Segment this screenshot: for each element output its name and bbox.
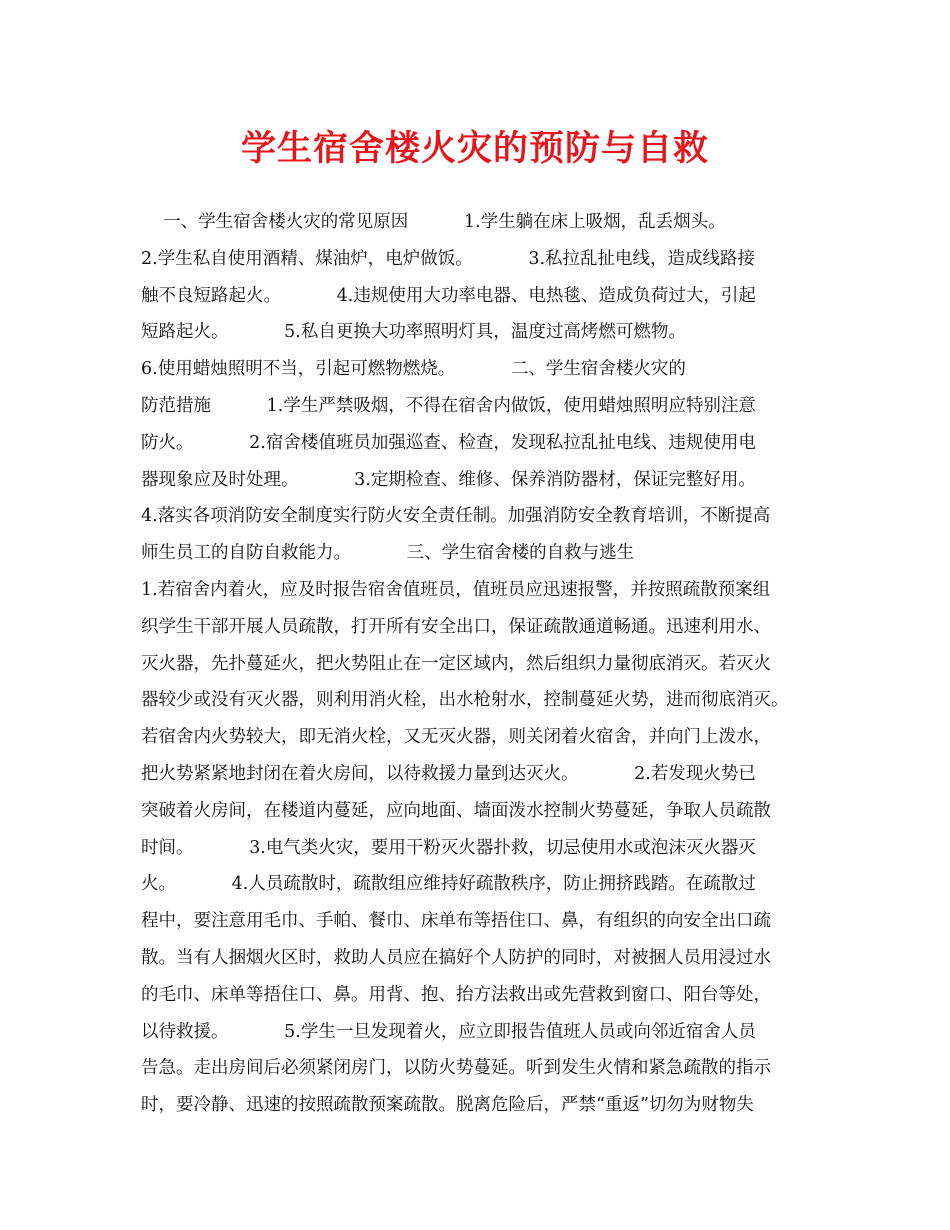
- body-line-23: 以待救援。 5.学生一旦发现着火，应立即报告值班人员或向邻近宿舍人员: [141, 1021, 756, 1042]
- body-line-17: 突破着火房间，在楼道内蔓延，应向地面、墙面泼水控制火势蔓延，争取人员疏散: [141, 800, 771, 821]
- body-line-8: 器现象应及时处理。 3.定期检查、维修、保养消防器材，保证完整好用。: [141, 469, 756, 490]
- body-line-1: 一、学生宿舍楼火灾的常见原因 1.学生躺在床上吸烟，乱丢烟头。: [141, 212, 726, 232]
- body-line-13: 灭火器，先扑蔓延火，把火势阻止在一定区域内，然后组织力量彻底消灭。若灭火: [141, 653, 771, 674]
- body-line-18: 时间。 3.电气类火灾，要用干粉灭火器扑救，切忌使用水或泡沫灭火器灭: [141, 837, 756, 858]
- body-line-11: 1.若宿舍内着火，应及时报告宿舍值班员，值班员应迅速报警，并按照疏散预案组: [141, 579, 771, 600]
- body-line-21: 散。当有人捆烟火区时，救助人员应在搞好个人防护的同时，对被捆人员用浸过水: [141, 947, 771, 968]
- body-line-9: 4.落实各项消防安全制度实行防火安全责任制。加强消防安全教育培训，不断提高: [141, 506, 771, 527]
- document-title: 学生宿舍楼火灾的预防与自救: [240, 128, 709, 169]
- body-line-6: 防范措施 1.学生严禁吸烟，不得在宿舍内做饭，使用蜡烛照明应特别注意: [141, 395, 756, 416]
- body-line-19: 火。 4.人员疏散时，疏散组应维持好疏散秩序，防止拥挤践踏。在疏散过: [141, 874, 756, 895]
- body-line-10: 师生员工的自防自救能力。 三、学生宿舍楼的自救与逃生: [141, 543, 635, 564]
- document-body: [141, 204, 813, 1124]
- body-line-5: 6.使用蜡烛照明不当，引起可燃物燃烧。 二、学生宿舍楼火灾的: [141, 359, 686, 380]
- body-line-15: 若宿舍内火势较大，即无消火栓，又无灭火器，则关闭着火宿舍，并向门上泼水，: [141, 727, 771, 748]
- body-line-3: 触不良短路起火。 4.违规使用大功率电器、电热毯、造成负荷过大，引起: [141, 285, 756, 306]
- body-line-25: 时，要冷静、迅速的按照疏散预案疏散。脱离危险后，严禁“重返”切勿为财物失: [141, 1095, 754, 1116]
- body-line-7: 防火。 2.宿舍楼值班员加强巡查、检查，发现私拉乱扯电线、违规使用电: [141, 432, 756, 453]
- body-line-2: 2.学生私自使用酒精、煤油炉，电炉做饭。 3.私拉乱扯电线，造成线路接: [141, 248, 756, 269]
- body-line-24: 告急。走出房间后必须紧闭房门，以防火势蔓延。听到发生火情和紧急疏散的指示: [141, 1058, 771, 1079]
- body-line-14: 器较少或没有灭火器，则利用消火栓，出水枪射水，控制蔓延火势，进而彻底消灭。: [141, 690, 789, 711]
- body-line-4: 短路起火。 5.私自更换大功率照明灯具，温度过高烤燃可燃物。: [141, 322, 686, 343]
- body-line-16: 把火势紧紧地封闭在着火房间，以待救援力量到达灭火。 2.若发现火势已: [141, 763, 756, 784]
- body-line-20: 程中，要注意用毛巾、手帕、餐巾、床单布等捂住口、鼻，有组织的向安全出口疏: [141, 911, 771, 932]
- body-line-12: 织学生干部开展人员疏散，打开所有安全出口，保证疏散通道畅通。迅速利用水、: [141, 616, 771, 637]
- body-line-22: 的毛巾、床单等捂住口、鼻。用背、抱、抬方法救出或先营救到窗口、阳台等处，: [141, 984, 771, 1005]
